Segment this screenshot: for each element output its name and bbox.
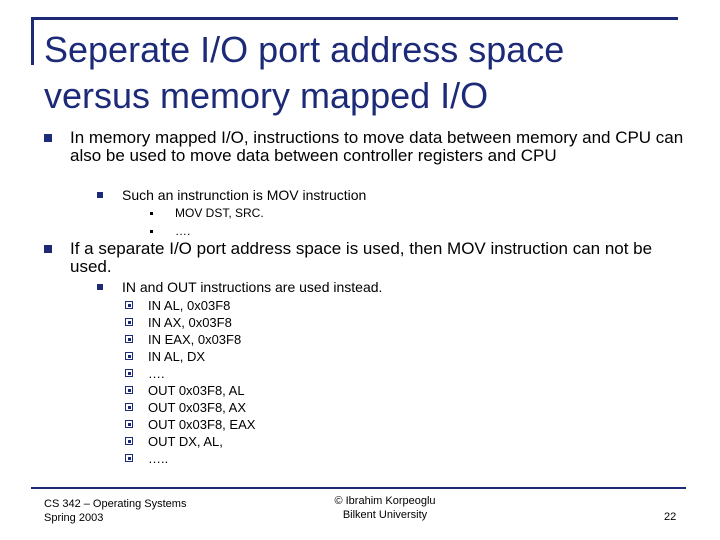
- sub-sub-bullet-2-text: ….: [175, 224, 191, 238]
- title-line-2: versus memory mapped I/O: [44, 75, 489, 116]
- footer-course-info: [44, 497, 186, 525]
- sub-sub-bullet-1: [150, 206, 264, 220]
- frame-bottom-border: [31, 487, 686, 489]
- square-bullet-icon: [44, 245, 52, 253]
- list-item: ….: [125, 365, 255, 382]
- list-item: OUT 0x03F8, AL: [125, 382, 255, 399]
- slide-title: [44, 27, 684, 119]
- list-item: OUT 0x03F8, AX: [125, 399, 255, 416]
- title-line-1: Seperate I/O port address space: [44, 29, 565, 70]
- list-item: IN AX, 0x03F8: [125, 314, 255, 331]
- checkbox-bullet-icon: [125, 369, 133, 377]
- page-number: 22: [664, 511, 677, 523]
- footer-university: Bilkent University: [342, 509, 428, 521]
- checkbox-bullet-icon: [125, 403, 133, 411]
- instruction-list: [125, 297, 255, 467]
- footer-author: © Ibrahim Korpeoglu: [334, 495, 436, 507]
- sub-bullet-1: [97, 187, 366, 203]
- sub-bullet-2-text: IN and OUT instructions are used instead.: [122, 279, 383, 295]
- dot-bullet-icon: [150, 230, 153, 233]
- footer-course: CS 342 – Operating Systems: [44, 498, 187, 510]
- bullet-2: [44, 240, 684, 276]
- list-item: …..: [125, 450, 255, 467]
- frame-top-border: [31, 17, 678, 20]
- footer-term: Spring 2003: [44, 512, 104, 524]
- checkbox-bullet-icon: [125, 437, 133, 445]
- checkbox-bullet-icon: [125, 420, 133, 428]
- list-item: IN AL, 0x03F8: [125, 297, 255, 314]
- sub-sub-bullet-2: [150, 224, 190, 238]
- square-bullet-icon: [97, 192, 103, 198]
- bullet-1-text: In memory mapped I/O, instructions to move data between memory and CPU can also be used to move data between controller registers and CPU: [70, 128, 684, 165]
- bullet-2-text: If a separate I/O port address space is used, then MOV instruction can not be used.: [70, 239, 653, 276]
- square-bullet-icon: [97, 284, 103, 290]
- square-bullet-icon: [44, 134, 52, 142]
- checkbox-bullet-icon: [125, 386, 133, 394]
- dot-bullet-icon: [150, 212, 153, 215]
- sub-bullet-1-text: Such an instrunction is MOV instruction: [122, 187, 367, 203]
- list-item: IN EAX, 0x03F8: [125, 331, 255, 348]
- bullet-1: [44, 129, 684, 165]
- list-item: OUT DX, AL,: [125, 433, 255, 450]
- checkbox-bullet-icon: [125, 301, 133, 309]
- checkbox-bullet-icon: [125, 335, 133, 343]
- footer-author-info: [320, 494, 450, 522]
- list-item: OUT 0x03F8, EAX: [125, 416, 255, 433]
- frame-left-border: [31, 17, 34, 65]
- checkbox-bullet-icon: [125, 318, 133, 326]
- checkbox-bullet-icon: [125, 352, 133, 360]
- sub-bullet-2: [97, 279, 382, 295]
- list-item: IN AL, DX: [125, 348, 255, 365]
- checkbox-bullet-icon: [125, 454, 133, 462]
- sub-sub-bullet-1-text: MOV DST, SRC.: [175, 206, 264, 220]
